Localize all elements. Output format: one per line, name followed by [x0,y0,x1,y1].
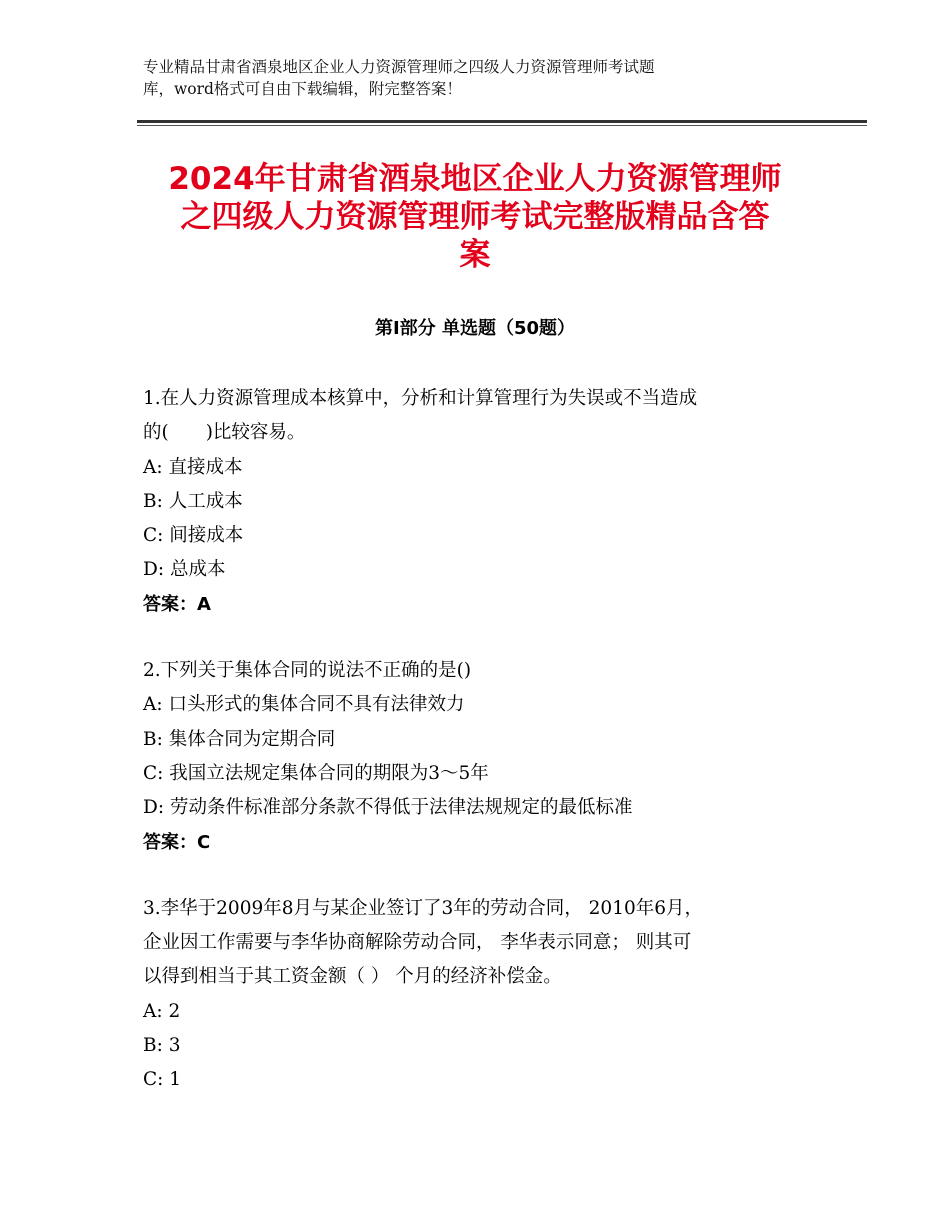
document-title-line-1: 2024年甘肃省酒泉地区企业人力资源管理师 [168,161,782,197]
question-stem: 企业因工作需要与李华协商解除劳动合同， 李华表示同意； 则其可 [143,932,692,954]
question-list [143,382,843,1098]
question-spacer [143,860,843,892]
option-c: C: 我国立法规定集体合同的期限为3～5年 [143,762,489,784]
answer: 答案：A [143,593,211,615]
header-rule-thin [137,125,867,126]
option-c: C: 间接成本 [143,525,244,547]
header-note-line-2: 库，word格式可自由下载编辑，附完整答案！ [143,80,462,98]
question-stem: 以得到相当于其工资金额（ ） 个月的经济补偿金。 [143,966,562,988]
option-a: A: 2 [143,1000,181,1022]
option-b: B: 3 [143,1035,181,1057]
document-title-line-3: 案 [459,237,491,273]
question-spacer [143,622,843,654]
option-a: A: 直接成本 [143,456,243,478]
document-title [110,160,840,274]
question-2 [143,654,843,860]
option-b: B: 集体合同为定期合同 [143,728,336,750]
header-note-line-1: 专业精品甘肃省酒泉地区企业人力资源管理师之四级人力资源管理师考试题 [143,58,655,76]
question-stem: 3.李华于2009年8月与某企业签订了3年的劳动合同， 2010年6月， [143,897,704,919]
question-1 [143,382,843,622]
question-3 [143,892,843,1098]
option-d: D: 劳动条件标准部分条款不得低于法律法规规定的最低标准 [143,797,633,819]
option-d: D: 总成本 [143,559,226,581]
option-c: C: 1 [143,1069,182,1091]
question-stem: 1.在人力资源管理成本核算中，分析和计算管理行为失误或不当造成 [143,388,698,409]
question-stem: 2.下列关于集体合同的说法不正确的是() [143,660,472,682]
answer: 答案：C [143,831,211,853]
header-note [143,56,843,100]
header-rule-thick [137,120,867,123]
option-b: B: 人工成本 [143,490,243,512]
question-stem: 的( )比较容易。 [143,422,306,444]
section-title: 第Ⅰ部分 单选题（50题） [374,318,575,339]
option-a: A: 口头形式的集体合同不具有法律效力 [143,694,465,716]
document-title-line-2: 之四级人力资源管理师考试完整版精品含答 [180,199,770,235]
